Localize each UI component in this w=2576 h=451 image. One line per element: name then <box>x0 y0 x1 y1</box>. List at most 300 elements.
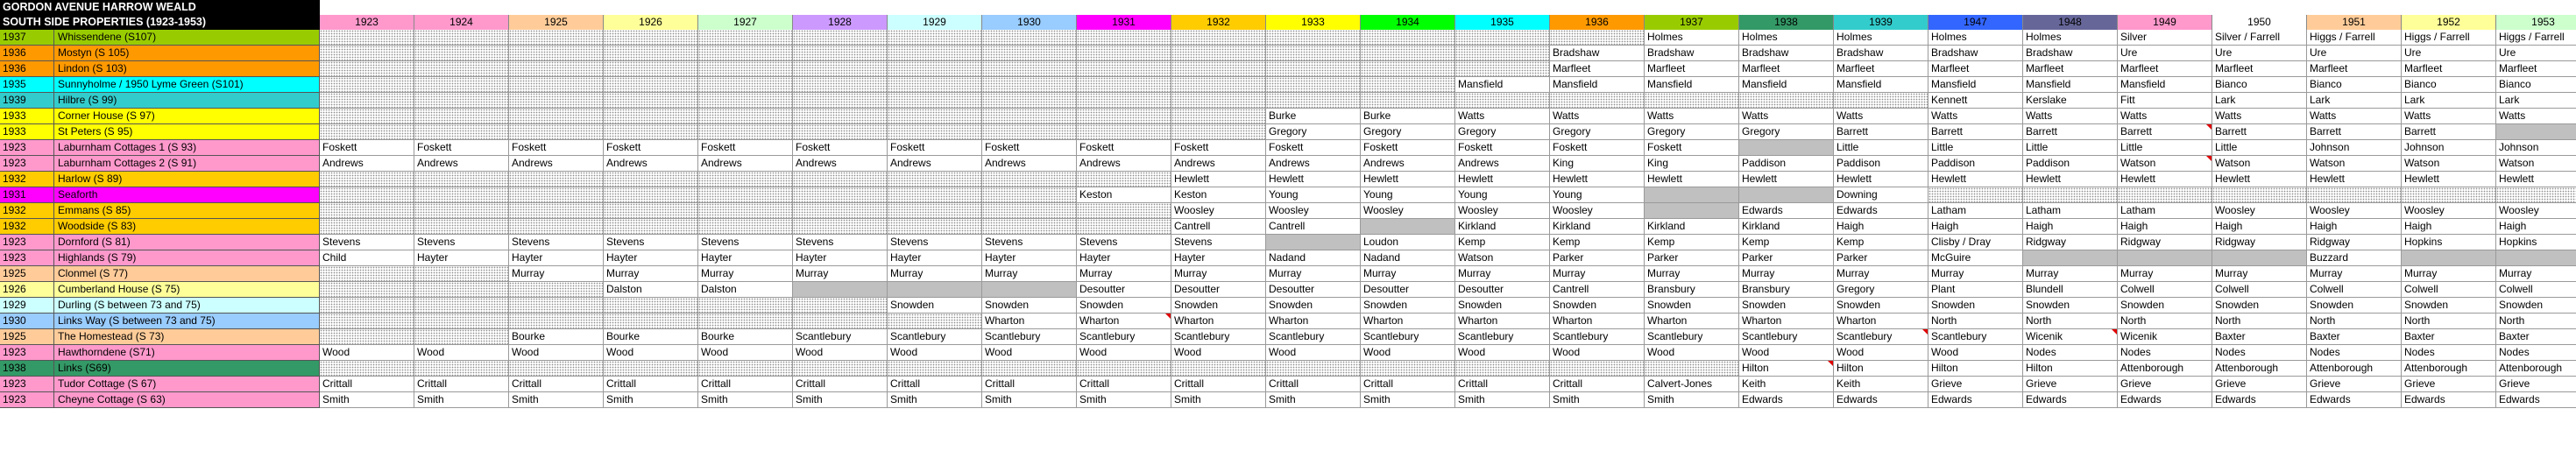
occupant-cell[interactable]: Grieve <box>2023 377 2118 392</box>
occupant-cell[interactable]: Barrett <box>2307 124 2402 140</box>
occupant-cell[interactable]: Bourke <box>509 329 604 345</box>
occupant-cell[interactable] <box>888 93 982 109</box>
occupant-cell[interactable]: Gregory <box>1550 124 1645 140</box>
occupant-cell[interactable] <box>2212 187 2307 203</box>
occupant-cell[interactable]: Andrews <box>1077 156 1171 172</box>
built-year-cell[interactable]: 1930 <box>0 314 54 329</box>
occupant-cell[interactable]: Barrett <box>2023 124 2118 140</box>
property-name-cell[interactable]: Corner House (S 97) <box>54 109 320 124</box>
occupant-cell[interactable] <box>888 282 982 298</box>
occupant-cell[interactable]: Dalston <box>604 282 698 298</box>
occupant-cell[interactable]: Little <box>1834 140 1928 156</box>
occupant-cell[interactable] <box>1077 30 1171 46</box>
occupant-cell[interactable]: Watson <box>2402 156 2496 172</box>
occupant-cell[interactable]: Edwards <box>2307 392 2402 408</box>
occupant-cell[interactable] <box>1550 361 1645 377</box>
occupant-cell[interactable]: Lark <box>2307 93 2402 109</box>
occupant-cell[interactable]: Murray <box>2307 266 2402 282</box>
occupant-cell[interactable]: Edwards <box>1928 392 2023 408</box>
occupant-cell[interactable]: Colwell <box>2212 282 2307 298</box>
property-name-cell[interactable]: St Peters (S 95) <box>54 124 320 140</box>
occupant-cell[interactable]: Woosley <box>1266 203 1361 219</box>
occupant-cell[interactable]: Andrews <box>1361 156 1455 172</box>
property-name-cell[interactable]: Laburnham Cottages 2 (S 91) <box>54 156 320 172</box>
occupant-cell[interactable]: Smith <box>888 392 982 408</box>
occupant-cell[interactable]: Andrews <box>1171 156 1266 172</box>
built-year-cell[interactable]: 1936 <box>0 46 54 61</box>
occupant-cell[interactable]: Wood <box>1171 345 1266 361</box>
occupant-cell[interactable] <box>509 109 604 124</box>
occupant-cell[interactable] <box>1928 187 2023 203</box>
occupant-cell[interactable]: Edwards <box>2402 392 2496 408</box>
occupant-cell[interactable]: Scantlebury <box>1077 329 1171 345</box>
occupant-cell[interactable]: Little <box>2023 140 2118 156</box>
occupant-cell[interactable]: Ure <box>2212 46 2307 61</box>
occupant-cell[interactable]: Colwell <box>2496 282 2576 298</box>
occupant-cell[interactable] <box>982 124 1077 140</box>
occupant-cell[interactable]: Crittall <box>1361 377 1455 392</box>
occupant-cell[interactable]: Grieve <box>1928 377 2023 392</box>
built-year-cell[interactable]: 1923 <box>0 235 54 250</box>
occupant-cell[interactable] <box>982 93 1077 109</box>
occupant-cell[interactable]: Wood <box>1834 345 1928 361</box>
occupant-cell[interactable]: Marfleet <box>2402 61 2496 77</box>
occupant-cell[interactable]: Crittall <box>1171 377 1266 392</box>
occupant-cell[interactable]: Wharton <box>1077 314 1171 329</box>
occupant-cell[interactable]: Snowden <box>1550 298 1645 314</box>
occupant-cell[interactable] <box>698 93 793 109</box>
occupant-cell[interactable] <box>698 109 793 124</box>
occupant-cell[interactable]: Holmes <box>1834 30 1928 46</box>
occupant-cell[interactable]: Murray <box>1550 266 1645 282</box>
occupant-cell[interactable]: Crittall <box>1550 377 1645 392</box>
occupant-cell[interactable]: Higgs / Farrell <box>2402 30 2496 46</box>
occupant-cell[interactable] <box>414 172 509 187</box>
occupant-cell[interactable] <box>793 172 888 187</box>
occupant-cell[interactable]: Woosley <box>1455 203 1550 219</box>
occupant-cell[interactable]: Higgs / Farrell <box>2307 30 2402 46</box>
occupant-cell[interactable]: Grieve <box>2212 377 2307 392</box>
occupant-cell[interactable] <box>793 93 888 109</box>
occupant-cell[interactable] <box>1645 93 1739 109</box>
occupant-cell[interactable] <box>604 187 698 203</box>
occupant-cell[interactable]: North <box>2118 314 2212 329</box>
occupant-cell[interactable]: Watts <box>2307 109 2402 124</box>
occupant-cell[interactable]: Nadand <box>1361 250 1455 266</box>
occupant-cell[interactable]: Cantrell <box>1550 282 1645 298</box>
occupant-cell[interactable]: Holmes <box>1645 30 1739 46</box>
occupant-cell[interactable]: Watts <box>1455 109 1550 124</box>
occupant-cell[interactable] <box>793 361 888 377</box>
occupant-cell[interactable] <box>509 219 604 235</box>
occupant-cell[interactable]: Snowden <box>1077 298 1171 314</box>
occupant-cell[interactable]: Holmes <box>2023 30 2118 46</box>
occupant-cell[interactable]: Hilton <box>2023 361 2118 377</box>
occupant-cell[interactable]: Kemp <box>1645 235 1739 250</box>
occupant-cell[interactable]: Wood <box>1266 345 1361 361</box>
occupant-cell[interactable]: Wharton <box>1361 314 1455 329</box>
occupant-cell[interactable]: Colwell <box>2402 282 2496 298</box>
occupant-cell[interactable]: Smith <box>793 392 888 408</box>
occupant-cell[interactable]: Foskett <box>414 140 509 156</box>
occupant-cell[interactable]: Crittall <box>793 377 888 392</box>
property-name-cell[interactable]: Harlow (S 89) <box>54 172 320 187</box>
occupant-cell[interactable]: Loudon <box>1361 235 1455 250</box>
occupant-cell[interactable]: Scantlebury <box>1455 329 1550 345</box>
year-header-1938[interactable]: 1938 <box>1739 15 1834 30</box>
occupant-cell[interactable]: Snowden <box>888 298 982 314</box>
occupant-cell[interactable]: Kemp <box>1834 235 1928 250</box>
occupant-cell[interactable]: Hilton <box>1928 361 2023 377</box>
occupant-cell[interactable]: Crittall <box>1077 377 1171 392</box>
occupant-cell[interactable] <box>1455 61 1550 77</box>
occupant-cell[interactable] <box>604 219 698 235</box>
occupant-cell[interactable] <box>793 46 888 61</box>
occupant-cell[interactable]: Blundell <box>2023 282 2118 298</box>
occupant-cell[interactable] <box>698 172 793 187</box>
occupant-cell[interactable]: Dalston <box>698 282 793 298</box>
occupant-cell[interactable] <box>320 77 414 93</box>
occupant-cell[interactable] <box>2023 250 2118 266</box>
occupant-cell[interactable]: Parker <box>1645 250 1739 266</box>
occupant-cell[interactable]: Watts <box>1928 109 2023 124</box>
occupant-cell[interactable]: Wood <box>1928 345 2023 361</box>
occupant-cell[interactable] <box>320 172 414 187</box>
occupant-cell[interactable] <box>320 124 414 140</box>
occupant-cell[interactable]: Wharton <box>1834 314 1928 329</box>
year-header-1948[interactable]: 1948 <box>2023 15 2118 30</box>
occupant-cell[interactable]: Smith <box>1455 392 1550 408</box>
occupant-cell[interactable] <box>888 109 982 124</box>
occupant-cell[interactable]: Watts <box>2118 109 2212 124</box>
occupant-cell[interactable] <box>1171 361 1266 377</box>
occupant-cell[interactable]: Mansfield <box>2023 77 2118 93</box>
occupant-cell[interactable] <box>1739 187 1834 203</box>
occupant-cell[interactable] <box>1455 361 1550 377</box>
built-year-cell[interactable]: 1932 <box>0 203 54 219</box>
occupant-cell[interactable] <box>793 203 888 219</box>
occupant-cell[interactable]: Burke <box>1266 109 1361 124</box>
occupant-cell[interactable]: Hayter <box>698 250 793 266</box>
occupant-cell[interactable]: Snowden <box>1739 298 1834 314</box>
occupant-cell[interactable]: Wharton <box>1645 314 1739 329</box>
occupant-cell[interactable] <box>414 314 509 329</box>
occupant-cell[interactable]: Foskett <box>982 140 1077 156</box>
built-year-cell[interactable]: 1932 <box>0 172 54 187</box>
occupant-cell[interactable]: Gregory <box>1455 124 1550 140</box>
built-year-cell[interactable]: 1939 <box>0 93 54 109</box>
occupant-cell[interactable] <box>793 187 888 203</box>
occupant-cell[interactable]: Crittall <box>414 377 509 392</box>
occupant-cell[interactable] <box>793 124 888 140</box>
occupant-cell[interactable]: Snowden <box>1928 298 2023 314</box>
occupant-cell[interactable] <box>509 172 604 187</box>
occupant-cell[interactable] <box>604 124 698 140</box>
occupant-cell[interactable]: Wharton <box>1550 314 1645 329</box>
occupant-cell[interactable] <box>698 124 793 140</box>
property-name-cell[interactable]: Laburnham Cottages 1 (S 93) <box>54 140 320 156</box>
occupant-cell[interactable]: Haigh <box>2402 219 2496 235</box>
occupant-cell[interactable] <box>2496 124 2576 140</box>
occupant-cell[interactable]: Murray <box>1834 266 1928 282</box>
occupant-cell[interactable]: Bradshaw <box>1834 46 1928 61</box>
occupant-cell[interactable]: Stevens <box>509 235 604 250</box>
occupant-cell[interactable]: Nodes <box>2118 345 2212 361</box>
occupant-cell[interactable] <box>414 93 509 109</box>
occupant-cell[interactable]: Wood <box>888 345 982 361</box>
occupant-cell[interactable]: Grieve <box>2496 377 2576 392</box>
occupant-cell[interactable]: Murray <box>604 266 698 282</box>
occupant-cell[interactable]: Holmes <box>1739 30 1834 46</box>
occupant-cell[interactable] <box>414 203 509 219</box>
occupant-cell[interactable] <box>414 266 509 282</box>
property-name-cell[interactable]: Whissendene (S107) <box>54 30 320 46</box>
occupant-cell[interactable]: Snowden <box>1834 298 1928 314</box>
occupant-cell[interactable]: McGuire <box>1928 250 2023 266</box>
occupant-cell[interactable] <box>1077 77 1171 93</box>
occupant-cell[interactable] <box>509 282 604 298</box>
occupant-cell[interactable] <box>698 187 793 203</box>
occupant-cell[interactable] <box>698 361 793 377</box>
occupant-cell[interactable]: Marfleet <box>1834 61 1928 77</box>
occupant-cell[interactable]: Little <box>2212 140 2307 156</box>
built-year-cell[interactable]: 1937 <box>0 30 54 46</box>
property-name-cell[interactable]: Cumberland House (S 75) <box>54 282 320 298</box>
occupant-cell[interactable] <box>982 282 1077 298</box>
occupant-cell[interactable] <box>320 203 414 219</box>
occupant-cell[interactable]: Johnson <box>2496 140 2576 156</box>
built-year-cell[interactable]: 1932 <box>0 219 54 235</box>
occupant-cell[interactable]: Snowden <box>2212 298 2307 314</box>
occupant-cell[interactable]: Kemp <box>1455 235 1550 250</box>
occupant-cell[interactable] <box>793 314 888 329</box>
occupant-cell[interactable] <box>604 172 698 187</box>
occupant-cell[interactable]: Parker <box>1739 250 1834 266</box>
occupant-cell[interactable] <box>1171 61 1266 77</box>
occupant-cell[interactable] <box>1455 30 1550 46</box>
year-header-1947[interactable]: 1947 <box>1928 15 2023 30</box>
occupant-cell[interactable]: Marfleet <box>2496 61 2576 77</box>
occupant-cell[interactable] <box>414 219 509 235</box>
occupant-cell[interactable]: Murray <box>1077 266 1171 282</box>
occupant-cell[interactable]: Nodes <box>2496 345 2576 361</box>
occupant-cell[interactable] <box>509 30 604 46</box>
occupant-cell[interactable]: Keith <box>1834 377 1928 392</box>
occupant-cell[interactable]: Desoutter <box>1077 282 1171 298</box>
occupant-cell[interactable]: Murray <box>1171 266 1266 282</box>
occupant-cell[interactable]: Keston <box>1171 187 1266 203</box>
occupant-cell[interactable]: Wharton <box>1739 314 1834 329</box>
occupant-cell[interactable]: Nodes <box>2402 345 2496 361</box>
occupant-cell[interactable]: Attenborough <box>2118 361 2212 377</box>
property-name-cell[interactable]: Sunnyholme / 1950 Lyme Green (S101) <box>54 77 320 93</box>
occupant-cell[interactable]: Watts <box>1739 109 1834 124</box>
occupant-cell[interactable] <box>604 203 698 219</box>
occupant-cell[interactable]: Bradshaw <box>1645 46 1739 61</box>
occupant-cell[interactable]: Crittall <box>888 377 982 392</box>
occupant-cell[interactable]: Smith <box>509 392 604 408</box>
occupant-cell[interactable]: Edwards <box>2496 392 2576 408</box>
occupant-cell[interactable]: Wood <box>1739 345 1834 361</box>
occupant-cell[interactable]: Andrews <box>509 156 604 172</box>
occupant-cell[interactable]: Woosley <box>2307 203 2402 219</box>
occupant-cell[interactable] <box>320 219 414 235</box>
occupant-cell[interactable]: Andrews <box>698 156 793 172</box>
property-name-cell[interactable]: Mostyn (S 105) <box>54 46 320 61</box>
occupant-cell[interactable] <box>1077 361 1171 377</box>
occupant-cell[interactable]: Watts <box>1645 109 1739 124</box>
occupant-cell[interactable]: Scantlebury <box>1266 329 1361 345</box>
occupant-cell[interactable]: Hewlett <box>1171 172 1266 187</box>
occupant-cell[interactable]: Stevens <box>414 235 509 250</box>
occupant-cell[interactable]: Scantlebury <box>888 329 982 345</box>
year-header-1926[interactable]: 1926 <box>604 15 698 30</box>
property-name-cell[interactable]: The Homestead (S 73) <box>54 329 320 345</box>
occupant-cell[interactable]: Mansfield <box>1455 77 1550 93</box>
occupant-cell[interactable]: Little <box>1928 140 2023 156</box>
occupant-cell[interactable] <box>888 187 982 203</box>
occupant-cell[interactable]: Foskett <box>888 140 982 156</box>
built-year-cell[interactable]: 1935 <box>0 77 54 93</box>
occupant-cell[interactable]: Foskett <box>698 140 793 156</box>
occupant-cell[interactable]: Ure <box>2307 46 2402 61</box>
occupant-cell[interactable]: Foskett <box>1455 140 1550 156</box>
occupant-cell[interactable] <box>793 282 888 298</box>
occupant-cell[interactable] <box>604 77 698 93</box>
occupant-cell[interactable]: Snowden <box>982 298 1077 314</box>
occupant-cell[interactable]: Edwards <box>1834 203 1928 219</box>
occupant-cell[interactable]: Foskett <box>1645 140 1739 156</box>
occupant-cell[interactable]: Woosley <box>2402 203 2496 219</box>
occupant-cell[interactable]: North <box>1928 314 2023 329</box>
occupant-cell[interactable]: Hewlett <box>1266 172 1361 187</box>
occupant-cell[interactable] <box>509 46 604 61</box>
occupant-cell[interactable]: Paddison <box>2023 156 2118 172</box>
occupant-cell[interactable] <box>793 109 888 124</box>
occupant-cell[interactable]: Kirkland <box>1455 219 1550 235</box>
occupant-cell[interactable] <box>414 30 509 46</box>
occupant-cell[interactable] <box>1077 203 1171 219</box>
occupant-cell[interactable]: Wharton <box>1171 314 1266 329</box>
occupant-cell[interactable]: Mansfield <box>1645 77 1739 93</box>
occupant-cell[interactable] <box>1550 93 1645 109</box>
property-name-cell[interactable]: Lindon (S 103) <box>54 61 320 77</box>
occupant-cell[interactable] <box>1171 30 1266 46</box>
occupant-cell[interactable]: Latham <box>1928 203 2023 219</box>
occupant-cell[interactable]: King <box>1645 156 1739 172</box>
occupant-cell[interactable]: Scantlebury <box>1834 329 1928 345</box>
occupant-cell[interactable] <box>1266 235 1361 250</box>
occupant-cell[interactable]: Andrews <box>604 156 698 172</box>
property-name-cell[interactable]: Woodside (S 83) <box>54 219 320 235</box>
occupant-cell[interactable]: Gregory <box>1266 124 1361 140</box>
occupant-cell[interactable] <box>320 282 414 298</box>
occupant-cell[interactable]: Foskett <box>1077 140 1171 156</box>
occupant-cell[interactable]: Murray <box>2023 266 2118 282</box>
occupant-cell[interactable] <box>320 361 414 377</box>
occupant-cell[interactable]: Lark <box>2496 93 2576 109</box>
occupant-cell[interactable]: Scantlebury <box>1739 329 1834 345</box>
occupant-cell[interactable]: Burke <box>1361 109 1455 124</box>
occupant-cell[interactable] <box>414 61 509 77</box>
occupant-cell[interactable] <box>982 61 1077 77</box>
occupant-cell[interactable] <box>320 266 414 282</box>
occupant-cell[interactable]: Keston <box>1077 187 1171 203</box>
occupant-cell[interactable] <box>982 109 1077 124</box>
occupant-cell[interactable]: Watts <box>2023 109 2118 124</box>
occupant-cell[interactable]: Wood <box>1077 345 1171 361</box>
occupant-cell[interactable]: Grieve <box>2118 377 2212 392</box>
property-name-cell[interactable]: Tudor Cottage (S 67) <box>54 377 320 392</box>
occupant-cell[interactable] <box>509 298 604 314</box>
occupant-cell[interactable]: Wood <box>414 345 509 361</box>
year-header-1927[interactable]: 1927 <box>698 15 793 30</box>
occupant-cell[interactable]: Mansfield <box>1550 77 1645 93</box>
occupant-cell[interactable] <box>1077 93 1171 109</box>
occupant-cell[interactable] <box>320 314 414 329</box>
occupant-cell[interactable]: Foskett <box>604 140 698 156</box>
occupant-cell[interactable]: Smith <box>1550 392 1645 408</box>
occupant-cell[interactable]: Murray <box>509 266 604 282</box>
occupant-cell[interactable]: Barrett <box>2212 124 2307 140</box>
occupant-cell[interactable]: Snowden <box>1361 298 1455 314</box>
occupant-cell[interactable] <box>1834 93 1928 109</box>
occupant-cell[interactable] <box>1077 46 1171 61</box>
occupant-cell[interactable]: Stevens <box>982 235 1077 250</box>
occupant-cell[interactable] <box>698 203 793 219</box>
year-header-1932[interactable]: 1932 <box>1171 15 1266 30</box>
occupant-cell[interactable] <box>982 46 1077 61</box>
occupant-cell[interactable] <box>982 77 1077 93</box>
occupant-cell[interactable]: Baxter <box>2402 329 2496 345</box>
year-header-1949[interactable]: 1949 <box>2118 15 2212 30</box>
occupant-cell[interactable]: Cantrell <box>1266 219 1361 235</box>
occupant-cell[interactable] <box>604 61 698 77</box>
occupant-cell[interactable] <box>414 77 509 93</box>
occupant-cell[interactable]: Young <box>1550 187 1645 203</box>
occupant-cell[interactable]: Hewlett <box>2023 172 2118 187</box>
occupant-cell[interactable]: Haigh <box>2496 219 2576 235</box>
occupant-cell[interactable] <box>509 77 604 93</box>
occupant-cell[interactable]: Hilton <box>1739 361 1834 377</box>
occupant-cell[interactable] <box>982 187 1077 203</box>
occupant-cell[interactable] <box>1645 361 1739 377</box>
occupant-cell[interactable]: Grieve <box>2307 377 2402 392</box>
occupant-cell[interactable] <box>1361 93 1455 109</box>
built-year-cell[interactable]: 1933 <box>0 124 54 140</box>
occupant-cell[interactable]: Crittall <box>982 377 1077 392</box>
occupant-cell[interactable]: Andrews <box>414 156 509 172</box>
occupant-cell[interactable]: Young <box>1361 187 1455 203</box>
occupant-cell[interactable]: Smith <box>1171 392 1266 408</box>
occupant-cell[interactable]: Foskett <box>1171 140 1266 156</box>
occupant-cell[interactable] <box>414 187 509 203</box>
occupant-cell[interactable]: Mansfield <box>1739 77 1834 93</box>
occupant-cell[interactable]: Hewlett <box>1455 172 1550 187</box>
occupant-cell[interactable]: Calvert-Jones <box>1645 377 1739 392</box>
occupant-cell[interactable]: Young <box>1455 187 1550 203</box>
occupant-cell[interactable]: Bourke <box>698 329 793 345</box>
property-name-cell[interactable]: Links Way (S between 73 and 75) <box>54 314 320 329</box>
occupant-cell[interactable] <box>982 203 1077 219</box>
occupant-cell[interactable] <box>320 30 414 46</box>
occupant-cell[interactable] <box>1266 361 1361 377</box>
built-year-cell[interactable]: 1929 <box>0 298 54 314</box>
occupant-cell[interactable] <box>1266 93 1361 109</box>
occupant-cell[interactable]: Watts <box>2212 109 2307 124</box>
built-year-cell[interactable]: 1923 <box>0 250 54 266</box>
occupant-cell[interactable]: Smith <box>1266 392 1361 408</box>
